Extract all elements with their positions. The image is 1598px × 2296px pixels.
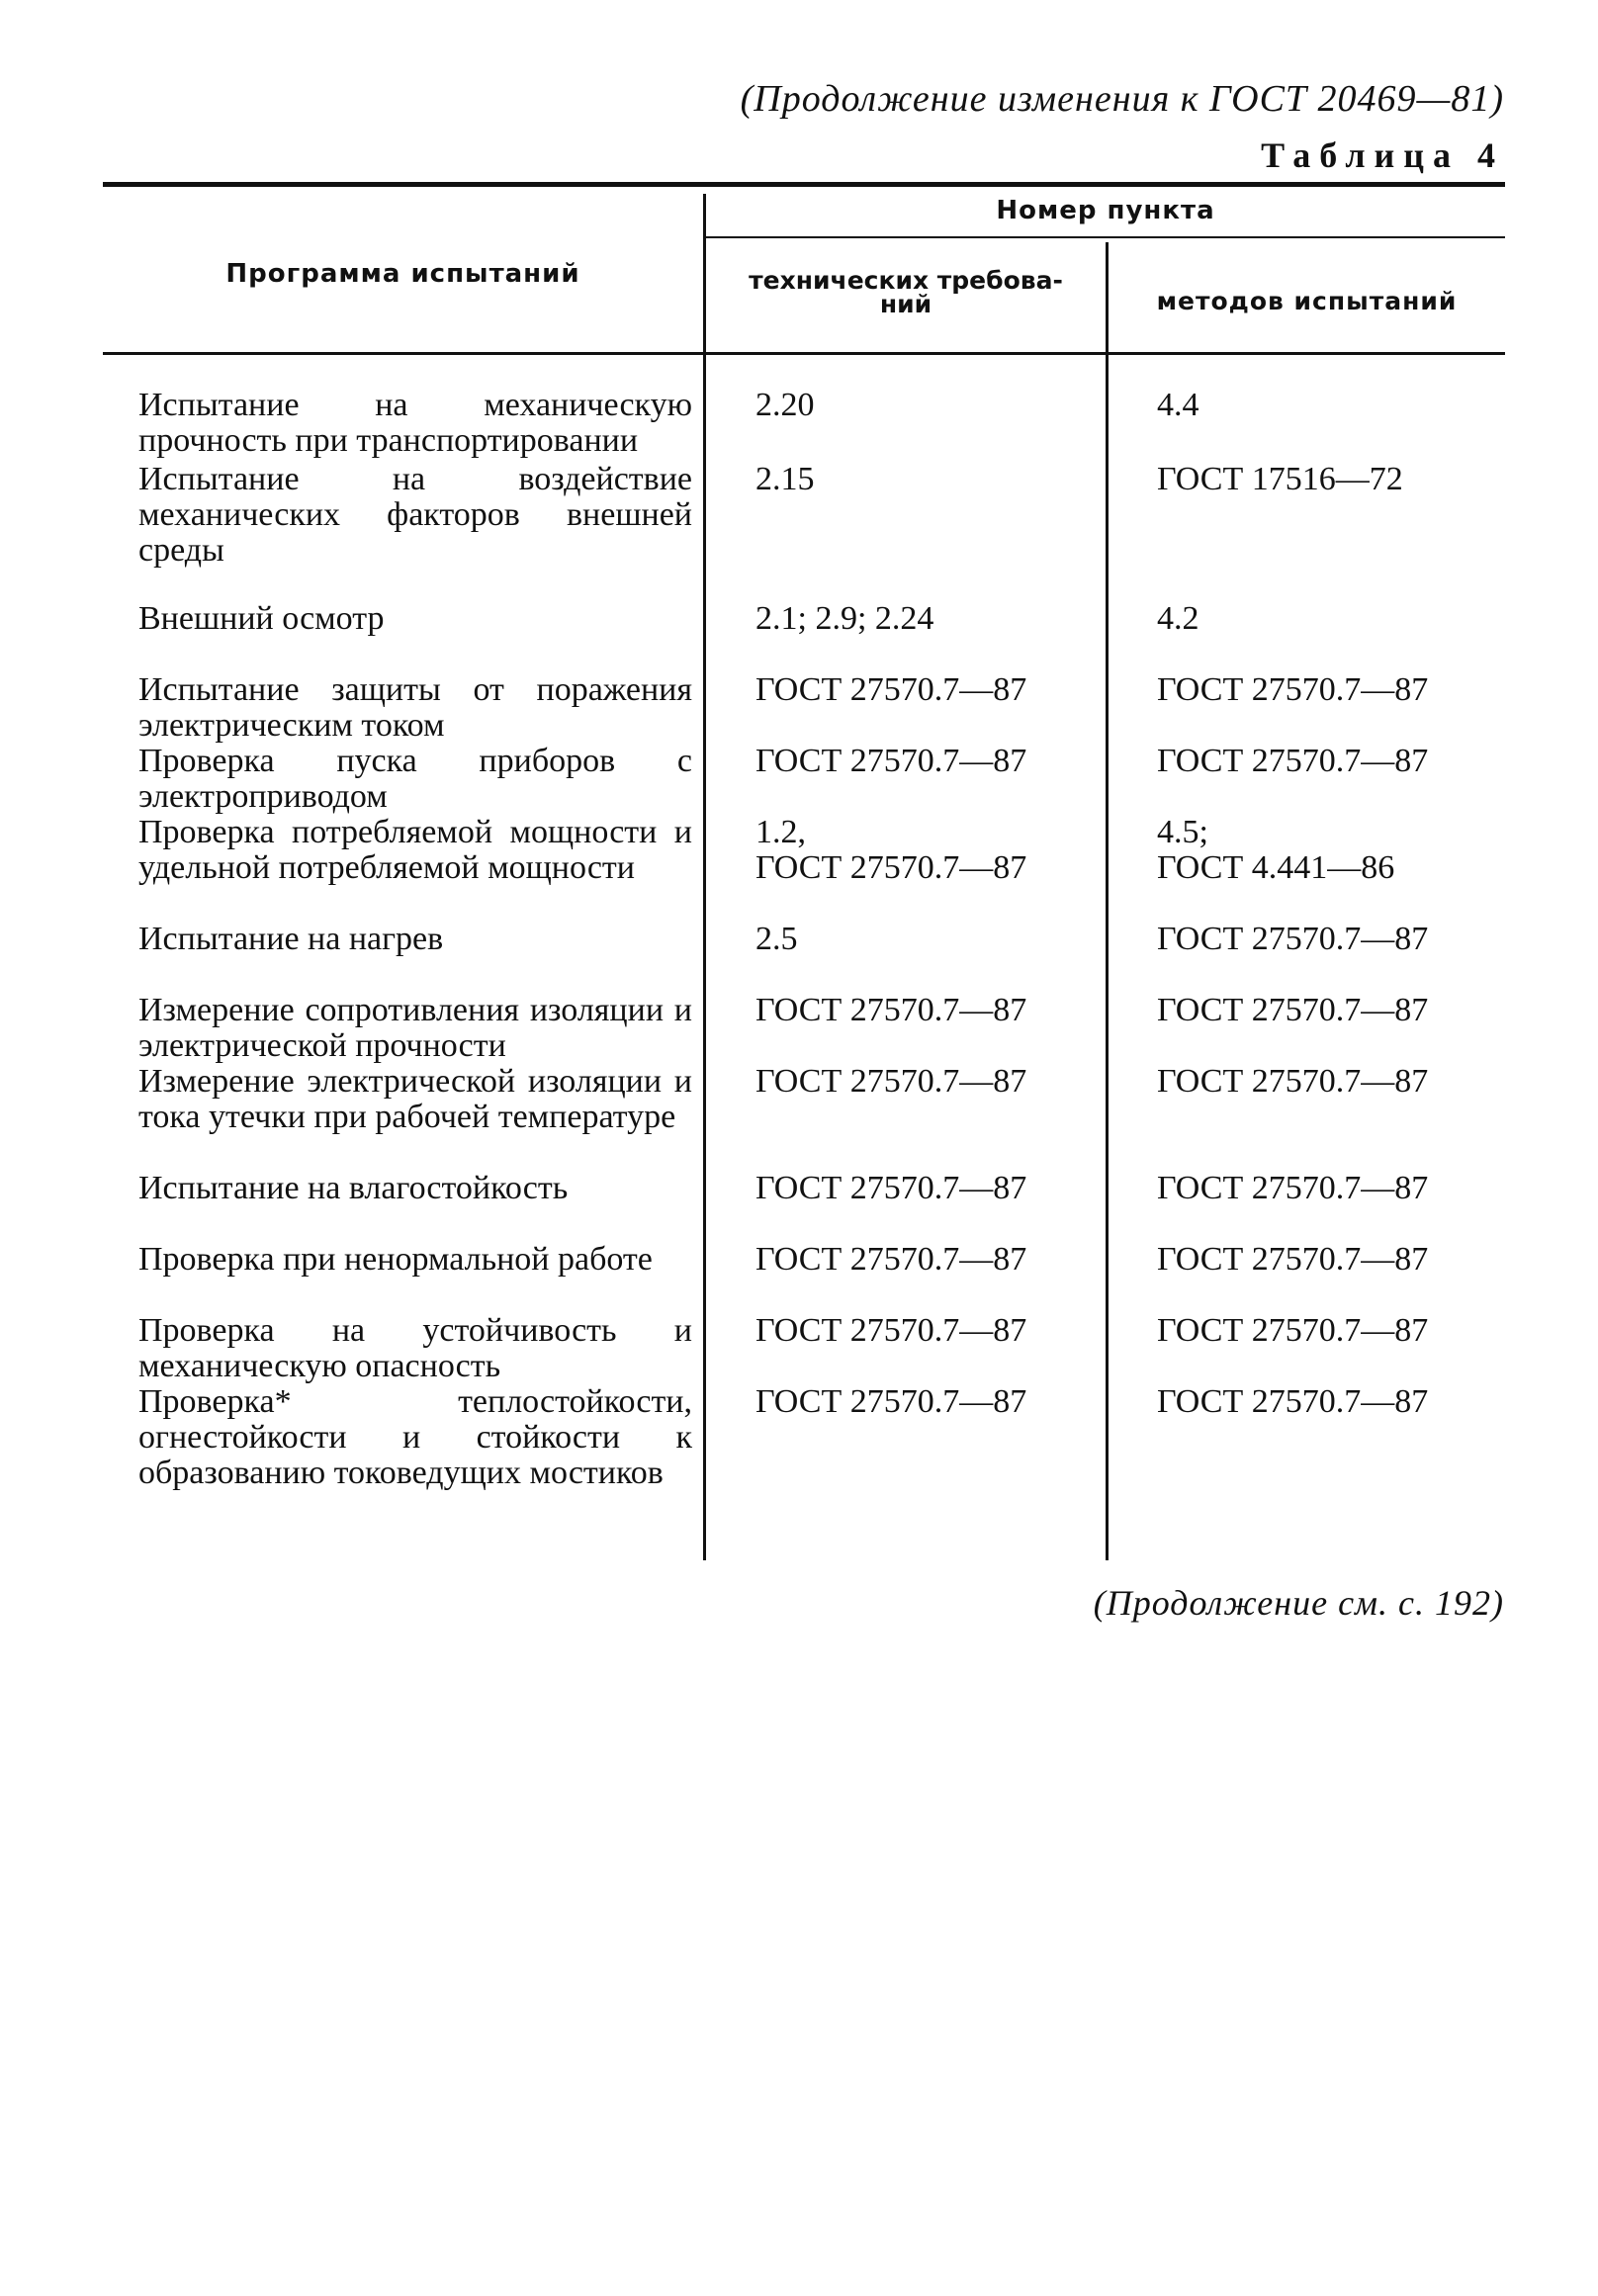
cell-tech: 1.2, ГОСТ 27570.7—87 — [755, 814, 1027, 886]
cell-methods: ГОСТ 27570.7—87 — [1157, 1383, 1429, 1420]
cell-tech: ГОСТ 27570.7—87 — [755, 1170, 1027, 1206]
cell-program: Проверка* теплостойкости, огнестойкости и стойкости к образованию токоведущих мостиков — [138, 1383, 692, 1491]
cell-program: Проверка потребляемой мощности и удельной потребляемой мощности — [138, 814, 692, 886]
column-divider-2 — [1106, 242, 1109, 1560]
cell-methods: ГОСТ 27570.7—87 — [1157, 921, 1429, 957]
cell-tech: 2.1; 2.9; 2.24 — [755, 600, 934, 637]
cell-tech: ГОСТ 27570.7—87 — [755, 1063, 1027, 1100]
cell-tech: 2.5 — [755, 921, 798, 957]
cell-methods: ГОСТ 27570.7—87 — [1157, 743, 1429, 779]
cell-tech: ГОСТ 27570.7—87 — [755, 1241, 1027, 1278]
cell-program: Испытание защиты от поражения электрическим током — [138, 671, 692, 744]
cell-methods: 4.5; ГОСТ 4.441—86 — [1157, 814, 1395, 886]
cell-program: Испытание на механическую прочность при транспортировании — [138, 387, 692, 459]
cell-program: Испытание на воздействие механических факторов внешней среды — [138, 461, 692, 569]
header-continuation: (Продолжение изменения к ГОСТ 20469—81) — [740, 78, 1504, 120]
cell-methods: ГОСТ 27570.7—87 — [1157, 992, 1429, 1028]
cell-tech: ГОСТ 27570.7—87 — [755, 1383, 1027, 1420]
cell-methods: ГОСТ 27570.7—87 — [1157, 1241, 1429, 1278]
cell-methods: ГОСТ 27570.7—87 — [1157, 1170, 1429, 1206]
column-divider-1 — [703, 194, 706, 1560]
cell-program: Испытание на влагостойкость — [138, 1170, 569, 1206]
table-subheader-rule — [704, 236, 1505, 238]
cell-tech: 2.15 — [755, 461, 815, 497]
cell-methods: ГОСТ 27570.7—87 — [1157, 1312, 1429, 1349]
cell-methods: ГОСТ 27570.7—87 — [1157, 1063, 1429, 1100]
column-header-methods: методов испытаний — [1156, 287, 1458, 315]
cell-methods: ГОСТ 27570.7—87 — [1157, 671, 1429, 708]
cell-program: Внешний осмотр — [138, 600, 385, 637]
table-label: Таблица 4 — [1261, 135, 1504, 175]
cell-program: Измерение электрической изоляции и тока утечки при рабочей температуре — [138, 1063, 692, 1135]
cell-methods: 4.2 — [1157, 600, 1199, 637]
cell-methods: 4.4 — [1157, 387, 1199, 423]
cell-tech: ГОСТ 27570.7—87 — [755, 992, 1027, 1028]
cell-tech: ГОСТ 27570.7—87 — [755, 1312, 1027, 1349]
cell-tech: ГОСТ 27570.7—87 — [755, 671, 1027, 708]
cell-methods: ГОСТ 17516—72 — [1157, 461, 1403, 497]
cell-program: Проверка пуска приборов с электроприводом — [138, 743, 692, 815]
cell-tech: 2.20 — [755, 387, 815, 423]
table-top-rule — [103, 182, 1505, 187]
footer-continuation: (Продолжение см. с. 192) — [1093, 1583, 1504, 1623]
cell-program: Испытание на нагрев — [138, 921, 444, 957]
cell-program: Проверка на устойчивость и механическую опасность — [138, 1312, 692, 1384]
column-header-group: Номер пункта — [996, 196, 1215, 225]
column-header-tech: технических требова- ний — [749, 266, 1063, 318]
column-header-program: Программа испытаний — [225, 259, 580, 289]
cell-program: Проверка при ненормальной работе — [138, 1241, 653, 1278]
table-header-bottom-rule — [103, 352, 1505, 355]
cell-program: Измерение сопротивления изоляции и электрической прочности — [138, 992, 692, 1064]
cell-tech: ГОСТ 27570.7—87 — [755, 743, 1027, 779]
